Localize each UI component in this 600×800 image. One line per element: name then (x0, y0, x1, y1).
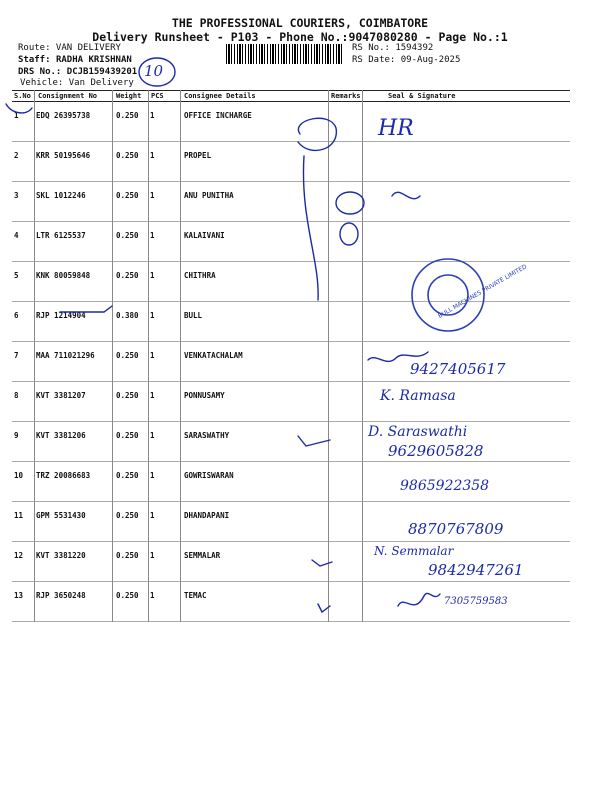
row-pcs: 1 (150, 231, 155, 240)
staff-value: RADHA KRISHNAN (55, 55, 132, 65)
row-consignee: BULL (184, 311, 203, 320)
row-sno: 5 (14, 271, 19, 280)
rs-number: RS No.: 1594392 (352, 43, 434, 53)
rs-date: RS Date: 09-Aug-2025 (352, 55, 461, 65)
row-consignee: SEMMALAR (184, 551, 221, 560)
row-consignment: KVT 3381220 (36, 551, 86, 560)
route-label: Route: VAN DELIVERY (18, 43, 121, 53)
row-weight: 0.250 (116, 591, 139, 600)
row13-signature-mark (398, 593, 440, 606)
row7-phone: 9427405617 (410, 360, 506, 378)
row-consignment: MAA 711021296 (36, 351, 95, 360)
row-consignment: KRR 50195646 (36, 151, 91, 160)
row-weight: 0.250 (116, 231, 139, 240)
row-pcs: 1 (150, 191, 155, 200)
row9-phone: 9629605828 (388, 442, 484, 460)
row-consignment: KVT 3381207 (36, 391, 86, 400)
header-remarks: Remarks (331, 92, 361, 100)
row9-name: D. Saraswathi (368, 424, 468, 440)
row-consignment: EDQ 26395738 (36, 111, 91, 120)
row-consignee: PROPEL (184, 151, 212, 160)
row-pcs: 1 (150, 351, 155, 360)
row13-check-mark (318, 604, 330, 612)
header-weight: Weight (116, 92, 142, 100)
header-pcs: PCS (151, 92, 164, 100)
row-pcs: 1 (150, 111, 155, 120)
row-pcs: 1 (150, 431, 155, 440)
row-consignment: SKL 1012246 (36, 191, 86, 200)
row12-name: N. Semmalar (374, 544, 454, 558)
row-sno: 6 (14, 311, 19, 320)
row11-phone: 8870767809 (408, 520, 504, 538)
row-weight: 0.250 (116, 191, 139, 200)
row13-phone: 7305759583 (444, 596, 508, 607)
row-sno: 11 (14, 511, 24, 520)
row-pcs: 1 (150, 511, 155, 520)
row-weight: 0.250 (116, 271, 139, 280)
row12-check-mark (312, 560, 332, 566)
header-consignment: Consignment No (38, 92, 98, 100)
row-sno: 1 (14, 111, 19, 120)
row-consignee: KALAIVANI (184, 231, 225, 240)
row-sno: 4 (14, 231, 19, 240)
row-sno: 12 (14, 551, 24, 560)
row-pcs: 1 (150, 391, 155, 400)
header-consignee: Consignee Details (184, 92, 256, 100)
header-seal-signature: Seal & Signature (388, 92, 456, 100)
row-consignee: OFFICE INCHARGE (184, 111, 252, 120)
row-sno: 2 (14, 151, 19, 160)
row1-tick-mark (6, 104, 32, 113)
staff-label: Staff: (18, 55, 51, 65)
row1-signature: HR (378, 116, 414, 141)
row-weight: 0.250 (116, 471, 139, 480)
row-consignment: TRZ 20086683 (36, 471, 91, 480)
stamp-text: BULL MACHINES PRIVATE LIMITED (437, 263, 529, 320)
runsheet-subtitle: Delivery Runsheet - P103 - Phone No.:9047080280 - Page No.:1 (92, 30, 508, 44)
row-consignment: RJP 1214904 (36, 311, 86, 320)
row-pcs: 1 (150, 311, 155, 320)
row-sno: 3 (14, 191, 19, 200)
row-pcs: 1 (150, 271, 155, 280)
circled-count-text: 10 (144, 62, 164, 80)
row-weight: 0.250 (116, 511, 139, 520)
row-sno: 9 (14, 431, 19, 440)
row6-strike-mark (60, 306, 112, 312)
row-consignee: TEMAC (184, 591, 207, 600)
row-weight: 0.250 (116, 111, 139, 120)
row-weight: 0.250 (116, 151, 139, 160)
row-consignee: VENKATACHALAM (184, 351, 243, 360)
vehicle-label: Vehicle: Van Delivery (20, 78, 134, 88)
header-sno: S.No (14, 92, 31, 100)
row-pcs: 1 (150, 591, 155, 600)
company-title: THE PROFESSIONAL COURIERS, COIMBATORE (171, 16, 429, 30)
row4-loop-mark (340, 223, 358, 245)
row3-signature-mark (392, 192, 420, 198)
row-sno: 7 (14, 351, 19, 360)
row8-signature: K. Ramasa (380, 388, 456, 404)
row-consignee: CHITHRA (184, 271, 216, 280)
row-weight: 0.250 (116, 431, 139, 440)
row-sno: 13 (14, 591, 24, 600)
row12-phone: 9842947261 (428, 561, 524, 579)
row-weight: 0.250 (116, 391, 139, 400)
row-pcs: 1 (150, 551, 155, 560)
bracket-stroke (298, 118, 336, 300)
row-sno: 10 (14, 471, 24, 480)
row-consignment: GPM 5531430 (36, 511, 86, 520)
row9-check-mark (298, 436, 330, 446)
row-consignee: SARASWATHY (184, 431, 230, 440)
drs-label: DRS No.: (18, 67, 62, 77)
row-consignee: PONNUSAMY (184, 391, 225, 400)
row-consignee: ANU PUNITHA (184, 191, 234, 200)
row-consignment: KNK 80059848 (36, 271, 91, 280)
row-pcs: 1 (150, 471, 155, 480)
row-consignment: LTR 6125537 (36, 231, 86, 240)
row-weight: 0.250 (116, 551, 139, 560)
drs-value: DCJB159439201 (66, 67, 138, 77)
row-consignment: RJP 3650248 (36, 591, 86, 600)
row-weight: 0.250 (116, 351, 139, 360)
row-consignee: GOWRISWARAN (184, 471, 234, 480)
row-consignment: KVT 3381206 (36, 431, 86, 440)
row-weight: 0.380 (116, 311, 139, 320)
row3-loop-mark (336, 192, 364, 214)
row-sno: 8 (14, 391, 19, 400)
row-pcs: 1 (150, 151, 155, 160)
row-consignee: DHANDAPANI (184, 511, 230, 520)
row10-phone: 9865922358 (400, 478, 490, 494)
